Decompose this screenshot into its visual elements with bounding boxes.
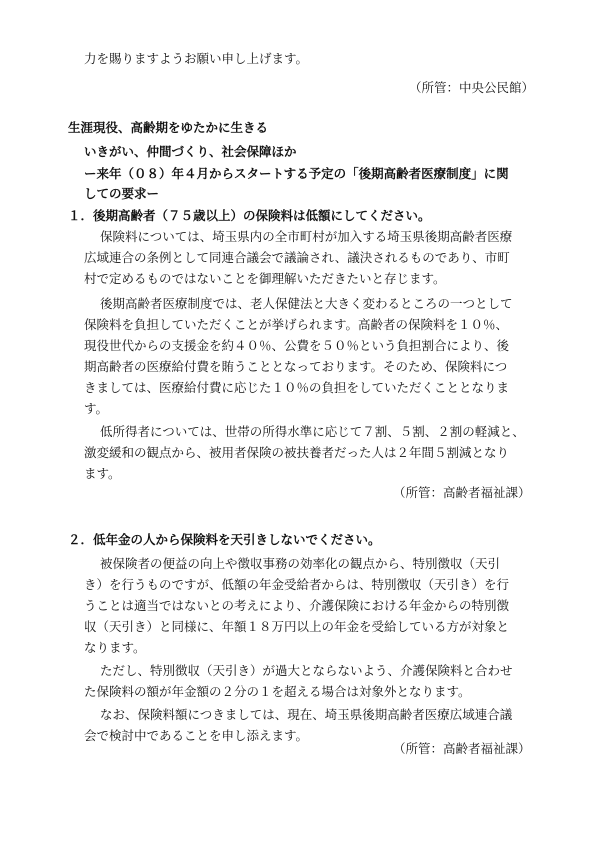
item-1-p1-line: 広域連合の条例として同連合議会で議論され、議決されるものであり、市町 (84, 250, 510, 265)
item-2-p2-line: ただし、特別徴収（天引き）が過大とならないよう、介護保険料と合わせ (100, 663, 513, 678)
item-1-p2-line: 現役世代からの支援金を約４０％、公費を５０％という負担割合により、後 (84, 338, 510, 353)
item-2-title: ２．低年金の人から保険料を天引きしないでください。 (68, 532, 381, 547)
item-2-p1-line: き）を行うものですが、低額の年金受給者からは、特別徴収（天引き）を行 (84, 577, 510, 592)
item-1-p2-line: 保険料を負担していただくことが挙げられます。高齢者の保険料を１０％、 (84, 317, 509, 332)
item-1-p3-line: 低所得者については、世帯の所得水準に応じて７割、５割、２割の軽減と、 (100, 424, 525, 439)
section-heading-2: いきがい、仲間づくり、社会保障ほか (84, 144, 297, 159)
item-2-p2-line: た保険料の額が年金額の２分の１を超える場合は対象外となります。 (84, 684, 471, 699)
item-1-p3-line: ます。 (84, 466, 121, 481)
item-1-p2-line: 期高齢者の医療給付費を賄うこととなっております。そのため、保険料につ (84, 359, 508, 374)
item-1-p2-line: 後期高齢者医療制度では、老人保健法と大きく変わるところの一つとして (100, 296, 513, 311)
section-heading-1: 生涯現役、高齢期をゆたかに生きる (68, 120, 269, 135)
item-1-p2-line: きましては、医療給付費に応じた１０％の負担をしていただくこととなりま (84, 380, 510, 395)
item-2-department-label: （所管：高齢者福祉課） (393, 741, 531, 756)
section-heading-3-line-2: しての要求ー (84, 186, 160, 201)
item-1-p1-line: 保険料については、埼玉県内の全市町村が加入する埼玉県後期高齢者医療 (100, 229, 513, 244)
item-2-p1-line: 被保険者の便益の向上や徴収事務の効率化の観点から、特別徴収（天引 (100, 556, 501, 571)
item-1-p1-line: 村で定めるものではないことを御理解いただきたいと存じます。 (84, 271, 446, 286)
item-2-p3-line: なお、保険料額につきましては、現在、埼玉県後期高齢者医療広域連合議 (100, 707, 513, 722)
item-1-title: １．後期高齢者（７５歳以上）の保険料は低額にしてください。 (68, 208, 431, 223)
item-1-department-label: （所管：高齢者福祉課） (393, 485, 531, 500)
intro-continuation-text: 力を賜りますようお願い申し上げます。 (84, 51, 309, 66)
section-heading-3-line-1: ー来年（０８）年４月からスタートする予定の「後期高齢者医療制度」に関 (84, 166, 509, 181)
item-2-p3-line: 会で検討中であることを申し添えます。 (84, 728, 309, 743)
item-1-p3-line: 激変緩和の観点から、被用者保険の被扶養者だった人は２年間５割減となり (84, 445, 510, 460)
item-2-p1-line: うことは適当ではないとの考えにより、介護保険における年金からの特別徴 (84, 598, 510, 613)
item-1-p2-line: す。 (84, 401, 109, 416)
intro-department-label: （所管：中央公民館） (409, 80, 535, 95)
item-2-p1-line: なります。 (84, 640, 146, 655)
item-2-p1-line: 収（天引き）と同様に、年額１８万円以上の年金を受給している方が対象と (84, 619, 510, 634)
